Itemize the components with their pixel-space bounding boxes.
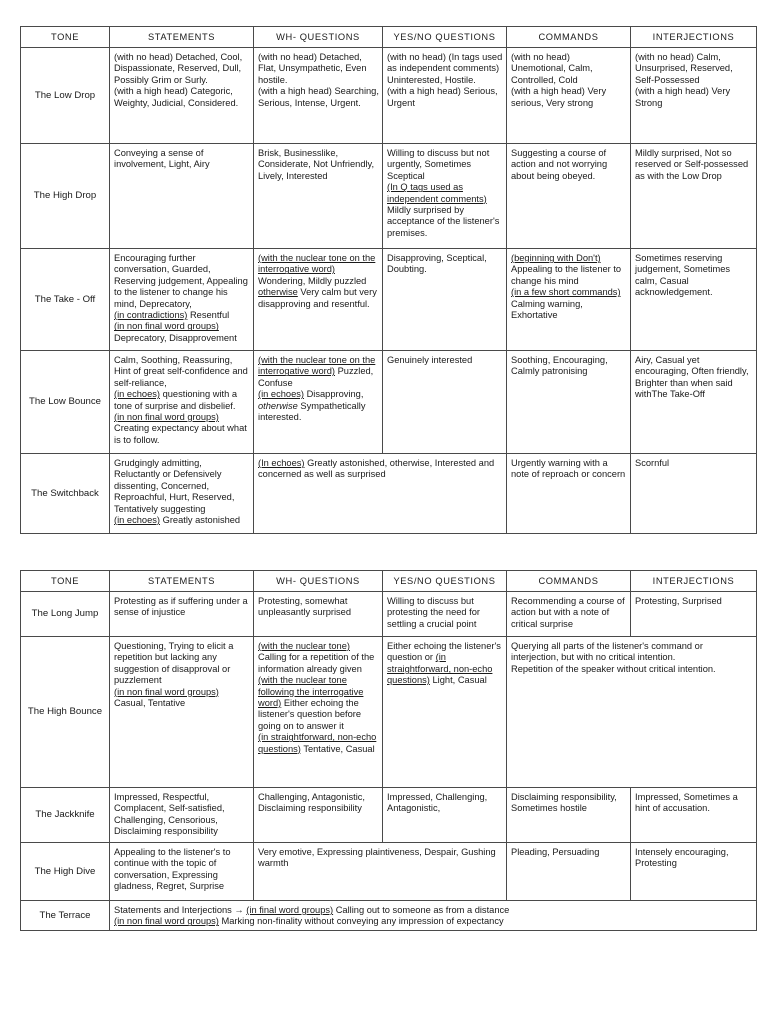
cell-text: Willing to discuss but not urgently, Sometimes Sceptical (387, 148, 490, 181)
cell-text: Querying all parts of the listener's command or interjection, but with no critical intention. (511, 641, 703, 663)
wh-questions-cell: Protesting, somewhat unpleasantly surprised (254, 592, 383, 637)
header-wh-questions: WH- QUESTIONS (254, 27, 383, 48)
cell-text: (with no head) (In tags used as independent comments) Uninterested, Hostile. (387, 52, 503, 85)
tone-name: The Long Jump (21, 592, 110, 637)
yes-no-questions-cell (383, 637, 507, 788)
interjections-cell: Mildly surprised, Not so reserved or Self-possessed as with the Low Drop (631, 144, 757, 249)
interjections-cell: Scornful (631, 454, 757, 534)
interjections-cell (631, 48, 757, 144)
interjections-cell: Airy, Casual yet encouraging, Often friendly, Brighter than when said withThe Take-Off (631, 351, 757, 454)
cell-text: Questioning, Trying to elicit a repetition but lacking any suggestion of disapproval or puzzlement (114, 641, 234, 686)
cell-text: Calling for a repetition of the information already given (258, 652, 375, 674)
condition-note: (in non final word groups) (114, 321, 219, 332)
condition-note: (in non final word groups) (114, 686, 219, 697)
condition-note: (in straightforward, non-echo questions) (387, 652, 493, 686)
header-tone: TONE (21, 27, 110, 48)
yes-no-questions-cell: Disapproving, Sceptical, Doubting. (383, 249, 507, 351)
statements-cell (110, 48, 254, 144)
commands-cell: Disclaiming responsibility, Sometimes hostile (507, 788, 631, 843)
header-commands: COMMANDS (507, 27, 631, 48)
tone-name: The Terrace (21, 901, 110, 931)
cell-text (114, 321, 250, 344)
statements-cell (110, 249, 254, 351)
header-tone: TONE (21, 571, 110, 592)
wh-questions-cell: Brisk, Businesslike, Considerate, Not Unfriendly, Lively, Interested (254, 144, 383, 249)
cell-text: Calming warning, Exhortative (511, 298, 583, 321)
cell-text: (with a high head) Searching, Serious, Intense, Urgent. (258, 86, 379, 108)
cell-text (258, 732, 379, 755)
interjections-cell: Protesting, Surprised (631, 592, 757, 637)
cell-text: Either echoing the listener's question before going on to answer it (258, 698, 362, 731)
tone-name: The High Dive (21, 843, 110, 901)
wh-questions-cell (254, 48, 383, 144)
interjections-cell: Intensely encouraging, Protesting (631, 843, 757, 901)
header-wh-questions: WH- QUESTIONS (254, 571, 383, 592)
header-statements: STATEMENTS (110, 27, 254, 48)
tone-name: The Switchback (21, 454, 110, 534)
header-commands: COMMANDS (507, 571, 631, 592)
cell-text: Puzzled, Confuse (258, 366, 374, 388)
cell-text: Appealing to the listener to change his mind (511, 264, 622, 286)
condition-note: (In echoes) (258, 458, 305, 468)
cell-text (258, 675, 379, 732)
cell-text (258, 458, 503, 481)
cell-text: (with no head) Calm, Unsurprised, Reserved, Self-Possessed (635, 52, 733, 85)
wh-questions-cell (254, 637, 383, 788)
cell-text: Calm, Soothing, Reassuring, Hint of great self-confidence and self-reliance, (114, 355, 248, 388)
wh-and-yes-no-questions-cell: Very emotive, Expressing plaintiveness, Despair, Gushing warmth (254, 843, 507, 901)
condition-note: (in echoes) (114, 389, 160, 400)
condition-note: (in echoes) (258, 389, 304, 400)
cell-text (114, 687, 250, 710)
cell-text (114, 916, 753, 927)
table-row (21, 788, 757, 843)
intonation-table-2 (20, 570, 757, 931)
cell-text (258, 389, 379, 400)
condition-note: otherwise (258, 400, 298, 411)
condition-note: (in non final word groups) (114, 412, 219, 423)
table-row (21, 249, 757, 351)
cell-text (114, 905, 753, 916)
condition-note: (in non final word groups) (114, 916, 219, 927)
header-yes-no-questions: YES/NO QUESTIONS (383, 571, 507, 592)
table-row (21, 901, 757, 931)
cell-text: Casual, Tentative (114, 698, 186, 709)
condition-note: (with the nuclear tone on the interrogative word) (258, 253, 376, 275)
intonation-table-1 (20, 26, 757, 534)
commands-cell (507, 249, 631, 351)
condition-note: (with the nuclear tone) (258, 641, 350, 651)
cell-text: (with a high head) Very serious, Very strong (511, 86, 607, 108)
terrace-description-cell (110, 901, 757, 931)
cell-text: Resentful (187, 310, 230, 321)
table-row (21, 843, 757, 901)
tone-name: The Jackknife (21, 788, 110, 843)
cell-text: Marking non-finality without conveying any impression of expectancy (218, 916, 504, 927)
condition-note: (in echoes) (114, 515, 160, 526)
cell-text: Repetition of the speaker without critical intention. (511, 663, 716, 674)
cell-text: Sympathetically interested. (258, 400, 366, 423)
header-row (21, 27, 757, 48)
header-yes-no-questions: YES/NO QUESTIONS (383, 27, 507, 48)
cell-text (511, 253, 627, 287)
cell-text: (with no head) Detached, Flat, Unsympathetic, Even hostile. (258, 52, 367, 85)
cell-text (258, 401, 379, 424)
cell-text (258, 641, 379, 675)
commands-cell: Urgently warning with a note of reproach or concern (507, 454, 631, 534)
wh-questions-cell (254, 351, 383, 454)
interjections-cell: Sometimes reserving judgement, Sometimes calm, Casual acknowledgement. (631, 249, 757, 351)
cell-text: Tentative, Casual (300, 743, 375, 754)
cell-text (258, 355, 379, 389)
cell-text: Grudgingly admitting, Reluctantly or Defensively dissenting, Concerned, Reproachful, Hurt, Reserved, Tentatively suggesting (114, 458, 235, 514)
wh-questions-cell (254, 249, 383, 351)
cell-text: Greatly astonished, otherwise, Interested and concerned as well as surprised (258, 458, 495, 480)
cell-text: Light, Casual (429, 675, 487, 686)
wh-and-yes-no-questions-cell (254, 454, 507, 534)
tone-name: The High Drop (21, 144, 110, 249)
header-interjections: INTERJECTIONS (631, 27, 757, 48)
commands-cell (507, 48, 631, 144)
cell-text: Wondering, Mildly puzzled (258, 275, 367, 286)
cell-text: Deprecatory, Disapprovement (114, 332, 237, 343)
condition-note: otherwise (258, 287, 298, 298)
commands-cell: Recommending a course of action but with a note of critical surprise (507, 592, 631, 637)
commands-and-interjections-cell (507, 637, 757, 788)
header-interjections: INTERJECTIONS (631, 571, 757, 592)
cell-text: (with a high head) Very Strong (635, 86, 731, 108)
commands-cell: Soothing, Encouraging, Calmly patronising (507, 351, 631, 454)
cell-text (258, 253, 379, 310)
cell-text (387, 182, 503, 239)
cell-text: (with a high head) Serious, Urgent (387, 86, 498, 108)
wh-questions-cell: Challenging, Antagonistic, Disclaiming responsibility (254, 788, 383, 843)
table-row (21, 48, 757, 144)
statements-cell: Appealing to the listener's to continue with the topic of conversation, Expressing gladness, Regret, Surprise (110, 843, 254, 901)
condition-note: (in a few short commands) (511, 287, 621, 298)
table-row (21, 592, 757, 637)
statements-cell: Impressed, Respectful, Complacent, Self-satisfied, Challenging, Censorious, Disclaiming responsibility (110, 788, 254, 843)
cell-text: Disapproving, (304, 389, 364, 400)
cell-text: Calling out to someone as from a distance (333, 905, 510, 915)
condition-note: (In Q tags used as independent comments) (387, 182, 487, 204)
yes-no-questions-cell: Genuinely interested (383, 351, 507, 454)
condition-note: (in final word groups) (246, 905, 334, 915)
cell-text: (with no head) Unemotional, Calm, Controlled, Cold (511, 52, 593, 85)
tone-name: The Take - Off (21, 249, 110, 351)
yes-no-questions-cell (383, 144, 507, 249)
cell-text: (with no head) Detached, Cool, Dispassionate, Reserved, Dull, Possibly Grim or Surly. (114, 52, 243, 85)
condition-note: (beginning with Don't) (511, 253, 601, 263)
statements-cell (110, 454, 254, 534)
table-row (21, 454, 757, 534)
statements-cell: Protesting as if suffering under a sense of injustice (110, 592, 254, 637)
condition-note: (with the nuclear tone following the interrogative word) (258, 675, 364, 709)
yes-no-questions-cell (383, 48, 507, 144)
commands-cell: Pleading, Persuading (507, 843, 631, 901)
cell-text: Mildly surprised by acceptance of the listener's premises. (387, 205, 500, 238)
header-statements: STATEMENTS (110, 571, 254, 592)
cell-text (114, 412, 250, 446)
table-row (21, 144, 757, 249)
tone-name: The Low Drop (21, 48, 110, 144)
cell-text: Encouraging further conversation, Guarded, Reserving judgement, Appealing to the listener to change his mind, Deprecatory, (114, 253, 248, 309)
table-row (21, 351, 757, 454)
cell-text (511, 287, 627, 321)
cell-text (114, 515, 250, 526)
statements-cell (110, 637, 254, 788)
cell-text: Very calm but very disapproving and resentful. (258, 287, 377, 309)
header-row (21, 571, 757, 592)
cell-text (114, 310, 250, 321)
cell-text: Creating expectancy about what is to follow. (114, 423, 247, 445)
yes-no-questions-cell: Willing to discuss but protesting the need for settling a crucial point (383, 592, 507, 637)
cell-text: Statements and Interjections → (114, 905, 247, 915)
condition-note: (in straightforward, non-echo questions) (258, 732, 377, 754)
commands-cell: Suggesting a course of action and not worrying about being obeyed. (507, 144, 631, 249)
statements-cell: Conveying a sense of involvement, Light, Airy (110, 144, 254, 249)
cell-text: questioning with a tone of surprise and disbelief. (114, 389, 238, 411)
cell-text: Either echoing the listener's question or (387, 641, 501, 663)
condition-note: (with the nuclear tone on the interrogative word) (258, 355, 376, 377)
condition-note: (in contradictions) (114, 310, 188, 321)
tone-name: The Low Bounce (21, 351, 110, 454)
table-row (21, 637, 757, 788)
cell-text (114, 389, 250, 412)
tone-name: The High Bounce (21, 637, 110, 788)
cell-text: (with a high head) Categoric, Weighty, Judicial, Considered. (114, 86, 239, 108)
interjections-cell: Impressed, Sometimes a hint of accusation. (631, 788, 757, 843)
yes-no-questions-cell: Impressed, Challenging, Antagonistic, (383, 788, 507, 843)
cell-text (387, 641, 503, 687)
cell-text: Greatly astonished (160, 515, 241, 526)
statements-cell (110, 351, 254, 454)
